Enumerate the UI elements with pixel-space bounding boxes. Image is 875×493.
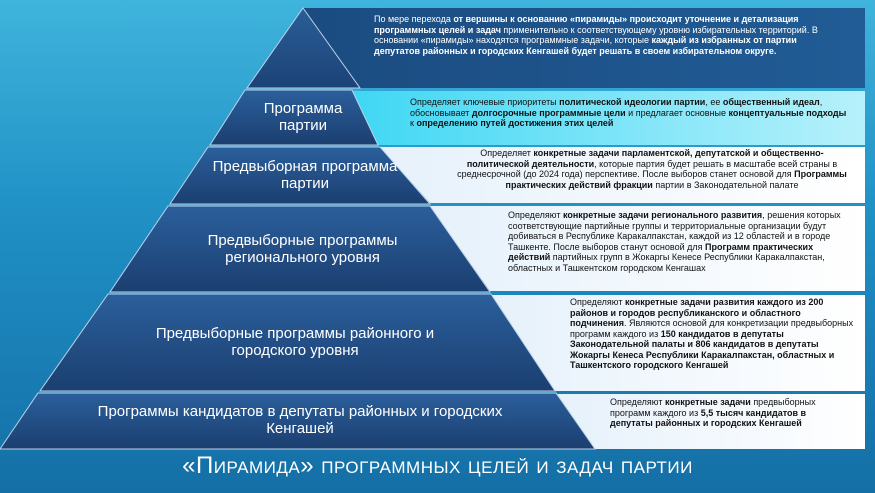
text-run: к bbox=[410, 118, 417, 129]
tier-label-regional: Предвыборные программы регионального уровня bbox=[207, 232, 398, 266]
bold-text-run: концептуальные подходы bbox=[728, 107, 847, 118]
bold-text-run: конкретные задачи парламентской, депутатской и общественно-политической деятельности bbox=[466, 148, 824, 169]
bold-text-run: каждый из избранных от партии депутатов районных и городских Кенгашей будет решать в своем избирательном округе. bbox=[374, 35, 797, 56]
text-run: , которые партия будет решать в масштабе всей страны в среднесрочной (до 2024 года) перспективе. После выборов станет основой для bbox=[457, 158, 838, 180]
text-run: партийных групп в Жокаргы Кенесе Республики Каракалпакстан, областных и Ташкентском городском Кенгашах bbox=[508, 252, 825, 273]
text-run: , решения которых соответствующие партийные группы и территориальные организации будут добиваться в Республике Каракалпакстан, каждой из 12 областей и в городе Ташкенте. После выборов станут основой для bbox=[508, 210, 841, 252]
text-run: и предлагает основные bbox=[625, 107, 729, 118]
page-title: «Пирамида» программных целей и задач партии bbox=[182, 452, 693, 479]
text-run: Определяет bbox=[480, 148, 534, 158]
bold-text-run: Программы практических действий фракции bbox=[505, 169, 847, 190]
text-run: Определяют bbox=[610, 397, 665, 407]
bold-text-run: конкретные задачи развития каждого из 200 районов и городов республиканского и областного подчинения bbox=[570, 297, 824, 329]
tier-label-preelection-program: Предвыборная программа партии bbox=[212, 158, 398, 192]
text-run: . Являются основой для конкретизации предвыборных программ каждого из bbox=[570, 318, 854, 339]
text-run: , ее bbox=[705, 97, 723, 107]
bold-text-run: долгосрочные программные цели bbox=[471, 107, 626, 118]
bold-text-run: определению путей достижения этих целей bbox=[416, 118, 614, 129]
tier-description-regional bbox=[508, 210, 856, 273]
tier-label-candidates: Программы кандидатов в депутаты районных и городских Кенгашей bbox=[97, 403, 503, 437]
text-run: Определяют bbox=[508, 210, 563, 220]
bold-text-run: конкретные задачи регионального развития bbox=[562, 210, 763, 220]
text-run: Определяют bbox=[570, 297, 625, 307]
tier-description-district bbox=[570, 297, 855, 371]
tier-description-apex bbox=[374, 14, 844, 56]
tier-description-party-program bbox=[410, 97, 850, 129]
text-run: партии в Законодательной палате bbox=[652, 179, 799, 190]
bold-text-run: конкретные задачи bbox=[664, 397, 751, 407]
tier-description-preelection-program bbox=[452, 148, 852, 190]
tier-label-party-program: Программа партии bbox=[263, 100, 343, 134]
text-run: По мере перехода bbox=[374, 14, 454, 24]
text-run: , обосновывает bbox=[410, 97, 823, 118]
tier-description-candidates bbox=[610, 397, 840, 429]
text-run: предвыборных программ каждого из bbox=[610, 397, 816, 418]
text-run: применительно к соответствующему уровню избирательных территорий. В основании «пирамиды» находятся программные задачи, которые bbox=[374, 24, 818, 46]
bold-text-run: от вершины к основанию «пирамиды» происходит уточнение и детализация программных целей и задач bbox=[374, 14, 799, 35]
tier-label-district: Предвыборные программы районного и городского уровня bbox=[155, 325, 435, 359]
bold-text-run: 150 кандидатов в депутаты Законодательной палаты и 806 кандидатов в депутаты Жокаргы Кенеса Республики Каракалпакстан, областных и Ташкентского городского Кенгашей bbox=[570, 328, 835, 371]
bold-text-run: общественный идеал bbox=[722, 97, 820, 107]
text-run: Определяет ключевые приоритеты bbox=[410, 97, 560, 107]
bold-text-run: 5,5 тысяч кандидатов в депутаты районных и городских Кенгашей bbox=[610, 407, 807, 429]
bold-text-run: Программ практических действий bbox=[508, 241, 814, 263]
bold-text-run: политической идеологии партии bbox=[559, 97, 706, 107]
